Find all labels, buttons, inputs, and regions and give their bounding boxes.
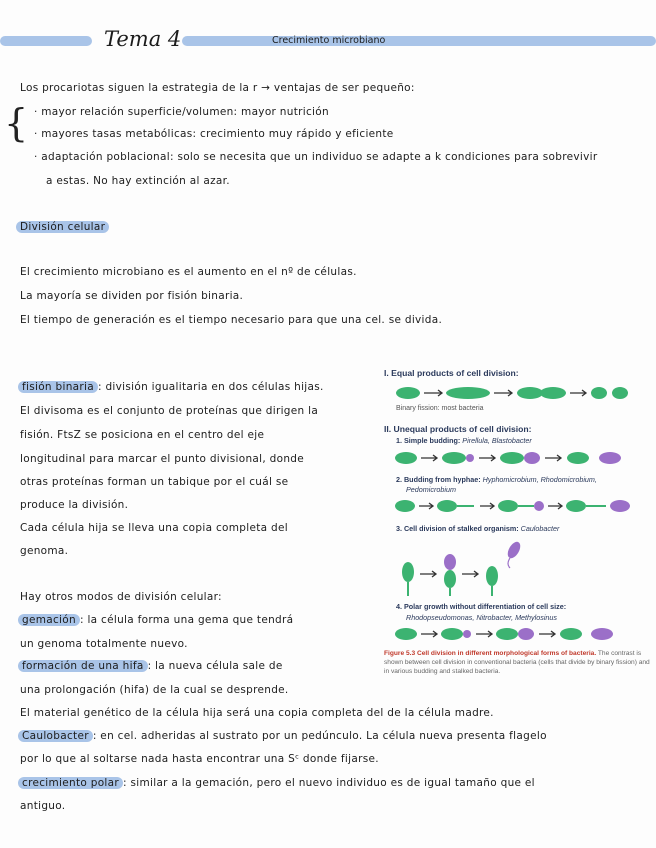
bud <box>463 630 471 638</box>
arrow-icon <box>479 455 495 461</box>
gemacion-line: gemación : la célula forma una gema que tendrá <box>18 614 293 626</box>
figure-item2: 2. Budding from hyphae: Hyphomicrobium, Rhodomicrobium, <box>396 475 597 484</box>
page-subtitle: Crecimiento microbiano <box>272 35 386 46</box>
hifa-line: formación de una hifa : la nueva célula sale de <box>18 660 283 672</box>
header-bar-right <box>182 36 656 46</box>
division-line-2: La mayoría se dividen por fisión binaria. <box>20 290 244 302</box>
fision-line-1: El divisoma es el conjunto de proteínas que dirigen la <box>20 405 319 417</box>
hifa-cont: una prolongación (hifa) de la cual se desprende. <box>20 684 289 696</box>
cell <box>610 500 630 512</box>
bud <box>518 628 534 640</box>
page-title: Tema 4 <box>104 27 182 51</box>
fision-line-0: fisión binaria : división igualitaria en dos células hijas. <box>18 381 324 393</box>
arrow-icon <box>462 571 478 577</box>
intro-lead: Los procariotas siguen la estrategia de la r → ventajas de ser pequeño: <box>20 82 415 94</box>
figure-item3: 3. Cell division of stalked organism: Caulobacter <box>396 524 560 533</box>
flagellum <box>508 558 510 568</box>
cell <box>444 570 456 588</box>
fision-line-3: longitudinal para marcar el punto divisional, donde <box>20 453 305 465</box>
cell <box>567 452 589 464</box>
modos-lead: Hay otros modos de división celular: <box>20 591 222 603</box>
brace-icon: { <box>4 101 29 145</box>
cell <box>560 628 582 640</box>
arrow-icon <box>421 631 437 637</box>
section-heading: División celular <box>16 221 109 233</box>
arrow-icon <box>476 631 492 637</box>
bud <box>466 454 474 462</box>
arrow-icon <box>424 390 442 396</box>
cell <box>444 554 456 570</box>
stalked-division-diagram <box>394 536 544 598</box>
polar-cont: antiguo. <box>20 800 66 812</box>
cell <box>498 500 518 512</box>
figure-item4-orgs: Rhodopseudomonas, Nitrobacter, Methylosinus <box>406 613 558 622</box>
fision-line-2: fisión. FtsZ se posiciona en el centro del eje <box>20 429 265 441</box>
cell <box>591 387 607 399</box>
cell <box>442 452 466 464</box>
figure-cell-division <box>382 364 652 684</box>
arrow-icon <box>570 390 586 396</box>
figure-sec1-note: Binary fission: most bacteria <box>396 405 484 412</box>
fision-line-4: otras proteínas forman un tabique por el cuál se <box>20 476 289 488</box>
cell <box>395 452 417 464</box>
figure-caption: Figure 5.3 Cell division in different morphological forms of bacteria. The contrast is shown between cell division in conventional bacteria (cells that divide by binary fission) and in various budding and stalked bacteria. <box>384 650 650 675</box>
figure-sec1-title: I. Equal products of cell division: <box>384 368 519 378</box>
fision-line-6: Cada célula hija se lleva una copia completa del <box>20 522 288 534</box>
arrow-icon <box>539 631 555 637</box>
cell <box>496 628 518 640</box>
figure-item2-orgs2: Pedomicrobium <box>406 485 456 494</box>
binary-fission-diagram <box>394 382 634 404</box>
cell <box>517 387 543 399</box>
header-bar-left <box>0 36 92 46</box>
figure-sec2-title: II. Unequal products of cell division: <box>384 424 532 434</box>
hyphae-budding-diagram <box>394 495 642 517</box>
fision-line-5: produce la división. <box>20 499 129 511</box>
cell <box>395 500 415 512</box>
bud <box>534 501 544 511</box>
cell <box>599 452 621 464</box>
arrow-icon <box>494 390 512 396</box>
cell <box>486 566 498 586</box>
intro-bullet-3-cont: a estas. No hay extinción al azar. <box>46 175 230 187</box>
figure-item1: 1. Simple budding: Pirellula, Blastobacter <box>396 436 532 445</box>
arrow-icon <box>545 455 561 461</box>
cell <box>441 628 463 640</box>
intro-bullet-2: · mayores tasas metabólicas: crecimiento muy rápido y eficiente <box>34 128 394 140</box>
cell <box>612 387 628 399</box>
arrow-icon <box>421 455 437 461</box>
cell <box>566 500 586 512</box>
cell <box>395 628 417 640</box>
intro-bullet-3: · adaptación poblacional: solo se necesita que un individuo se adapte a k condiciones para sobrevivir <box>34 151 598 163</box>
cell <box>540 387 566 399</box>
caulobacter-cont: por lo que al soltarse nada hasta encontrar una Sᶜ donde fijarse. <box>20 753 379 765</box>
arrow-icon <box>480 503 494 509</box>
arrow-icon <box>548 503 562 509</box>
swarmer-cell <box>505 540 523 561</box>
bud <box>524 452 540 464</box>
cell <box>402 562 414 582</box>
fision-line-7: genoma. <box>20 545 69 557</box>
division-line-1: El crecimiento microbiano es el aumento en el nº de células. <box>20 266 357 278</box>
gemacion-cont: un genoma totalmente nuevo. <box>20 638 188 650</box>
division-line-3: El tiempo de generación es el tiempo necesario para que una cel. se divida. <box>20 314 443 326</box>
caulobacter-line: Caulobacter : en cel. adheridas al sustrato por un pedúnculo. La célula nueva presenta flagelo <box>18 730 547 742</box>
simple-budding-diagram <box>394 447 634 469</box>
material-line: El material genético de la célula hija será una copia completa del de la célula madre. <box>20 707 494 719</box>
arrow-icon <box>420 571 436 577</box>
figure-item4: 4. Polar growth without differentiation of cell size: <box>396 602 567 611</box>
polar-line: crecimiento polar : similar a la gemación, pero el nuevo individuo es de igual tamaño que el <box>18 777 535 789</box>
cell <box>500 452 524 464</box>
arrow-icon <box>419 503 433 509</box>
cell <box>446 387 490 399</box>
intro-bullet-1: · mayor relación superficie/volumen: mayor nutrición <box>34 106 329 118</box>
cell <box>396 387 420 399</box>
polar-growth-diagram <box>394 623 642 645</box>
cell <box>437 500 457 512</box>
cell <box>591 628 613 640</box>
